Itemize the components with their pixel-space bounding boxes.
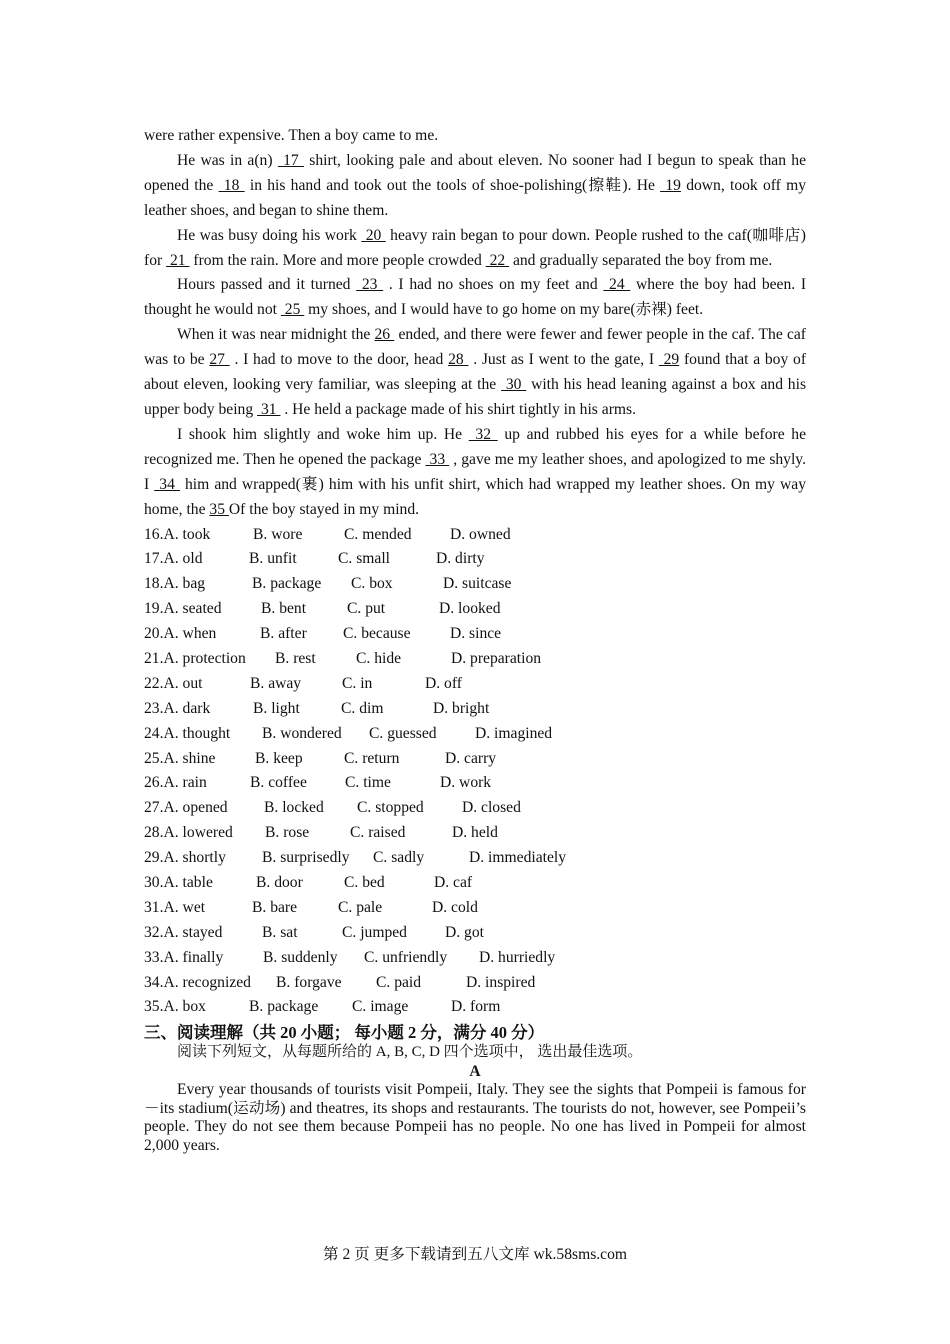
option-a-text: A. box [163,998,206,1016]
option-d: D. got [445,923,484,941]
option-d: D. immediately [469,849,567,867]
option-row [144,547,806,572]
option-c: C. return [344,749,400,767]
option-a-text: A. finally [163,948,224,966]
blank-20: 20 [361,226,386,244]
question-number: 18. [144,575,164,593]
option-b: B. wore [253,525,303,543]
option-c: C. image [352,998,409,1016]
question-number: 27. [144,799,164,817]
passage-paragraph-5 [144,423,806,523]
option-c: C. pale [338,898,383,916]
question-number: 34. [144,973,164,991]
blank-23: 23 [356,276,384,294]
option-a [144,672,202,697]
blank-19: 19 [660,176,681,194]
option-c: C. hide [356,649,402,667]
option-a-text: A. protection [163,649,246,667]
option-row [144,597,806,622]
option-c: C. box [351,575,393,593]
passage-text: ended, and there were fewer and fewer people in the caf. The caf was to be [144,326,806,369]
option-a-text: A. out [163,674,203,692]
option-c: C. small [338,550,390,568]
option-a-text: A. took [163,525,211,543]
option-row [144,946,806,971]
options-list [144,523,806,1021]
option-a [144,995,206,1020]
option-d: D. work [440,774,492,792]
question-number: 17. [144,550,164,568]
option-c: C. because [343,625,411,643]
question-number: 21. [144,649,164,667]
passage-paragraph-3 [144,273,806,323]
option-c: C. mended [344,525,412,543]
option-a [144,597,222,622]
question-number: 33. [144,948,164,966]
option-d: D. caf [434,873,473,891]
option-a-text: A. shortly [163,849,226,867]
option-a [144,572,205,597]
blank-22: 22 [485,251,510,269]
blank-30: 30 [501,376,527,394]
option-b: B. bare [252,898,298,916]
question-number: 20. [144,625,164,643]
option-d: D. looked [439,600,501,618]
option-c: C. raised [350,824,406,842]
passage-text: heavy rain began to pour down. People rushed to the caf(咖啡店) for [144,226,806,269]
option-a-text: A. shine [163,749,216,767]
option-a [144,722,230,747]
blank-18: 18 [218,176,245,194]
question-number: 25. [144,749,164,767]
option-a [144,846,226,871]
option-c: C. paid [376,973,422,991]
option-b: B. bent [261,600,307,618]
option-c: C. put [347,600,386,618]
option-a-text: A. stayed [163,923,223,941]
option-b: B. light [253,699,300,717]
passage-text: and gradually separated the boy from me. [509,251,773,269]
option-d: D. hurriedly [479,948,556,966]
passage-text: . He held a package made of his shirt tightly in his arms. [280,400,636,418]
option-d: D. imagined [475,724,553,742]
question-number: 19. [144,600,164,618]
question-number: 30. [144,873,164,891]
option-a [144,622,216,647]
option-d: D. off [425,674,462,692]
option-d: D. carry [445,749,497,767]
question-number: 22. [144,674,164,692]
passage-paragraph-2 [144,224,806,274]
option-d: D. held [452,824,498,842]
option-row [144,672,806,697]
option-c: C. guessed [369,724,437,742]
option-b: B. package [252,575,322,593]
option-row [144,796,806,821]
option-d: D. since [450,625,502,643]
option-c: C. stopped [357,799,424,817]
passage-text: down, took off my leather shoes, and began to shine them. [144,176,807,219]
option-a [144,697,210,722]
option-d: D. cold [432,898,478,916]
option-row [144,722,806,747]
blank-35: 35 [209,500,229,518]
option-a [144,821,233,846]
passage-text: Of the boy stayed in my mind. [228,500,420,518]
question-number: 16. [144,525,164,543]
option-row [144,747,806,772]
passage-text: shirt, looking pale and about eleven. No sooner had I begun to speak than he opened the [144,151,807,194]
option-a [144,796,228,821]
option-a [144,647,246,672]
option-a-text: A. lowered [163,824,233,842]
option-row [144,896,806,921]
option-b: B. after [260,625,307,643]
passage-text: where the boy had been. I thought he would not [144,276,807,319]
passage-text: with his head leaning against a box and his upper body being [144,376,807,418]
blank-17: 17 [277,151,305,169]
option-b: B. keep [255,749,303,767]
question-number: 32. [144,923,164,941]
option-a-text: A. bag [163,575,206,593]
question-number: 23. [144,699,164,717]
option-d: D. form [451,998,501,1016]
option-a-text: A. wet [163,898,206,916]
passage-line-0: were rather expensive. Then a boy came to me. [144,127,439,144]
passage-text: . I had to move to the door, head [229,351,449,369]
option-b: B. forgave [276,973,342,991]
blank-32: 32 [468,425,498,443]
option-a-text: A. rain [163,774,207,792]
option-a-text: A. table [163,873,213,891]
passage-text: from the rain. More and more people crowded [189,251,486,269]
passage-text: in his hand and took out the tools of shoe-polishing(擦鞋). He [244,176,661,194]
reading-passage: Every year thousands of tourists visit Pompeii, Italy. They see the sights that Pompeii is famous for－its stadium(运动场) and theatres, its shops and restaurants. The tourists do not, however, see Pompeii’s people. They do not see them because Pompeii has no people. No one has lived in Pompeii for almost 2,000 years. [144,1081,806,1154]
option-a-text: A. seated [163,600,222,618]
option-row [144,871,806,896]
question-number: 24. [144,724,164,742]
option-b: B. coffee [250,774,307,792]
option-b: B. door [256,873,303,891]
blank-21: 21 [166,251,190,269]
option-b: B. wondered [262,724,342,742]
option-b: B. unfit [249,550,297,568]
blank-33: 33 [425,450,450,468]
question-number: 29. [144,849,164,867]
passage-text: Hours passed and it turned [177,276,357,294]
option-row [144,572,806,597]
option-b: B. rest [275,649,316,667]
option-a-text: A. old [163,550,203,568]
option-row [144,697,806,722]
blank-31: 31 [257,400,281,418]
option-row [144,821,806,846]
option-row [144,921,806,946]
option-b: B. package [249,998,319,1016]
option-a-text: A. dark [163,699,211,717]
option-a [144,747,215,772]
option-b: B. away [250,674,302,692]
option-c: C. jumped [342,923,407,941]
option-a [144,547,202,572]
option-a [144,871,213,896]
option-row [144,523,806,548]
option-a [144,771,207,796]
option-b: B. suddenly [263,948,338,966]
blank-28: 28 [448,351,469,369]
option-d: D. preparation [451,649,542,667]
option-d: D. owned [450,525,511,543]
option-c: C. in [342,674,373,692]
option-row [144,647,806,672]
option-d: D. closed [462,799,521,817]
question-number: 31. [144,898,164,916]
option-a [144,896,205,921]
question-number: 35. [144,998,164,1016]
passage-text: He was in a(n) [177,151,278,169]
passage-text: , gave me my leather shoes, and apologized to me shyly. I [144,450,806,493]
question-number: 28. [144,824,164,842]
option-b: B. surprisedly [262,849,350,867]
option-a-text: A. when [163,625,217,643]
blank-26: 26 [374,326,395,344]
passage-text: He was busy doing his work [177,226,362,244]
option-d: D. inspired [466,973,536,991]
option-b: B. sat [262,923,298,941]
option-a-text: A. recognized [163,973,251,991]
option-a [144,921,222,946]
option-d: D. dirty [436,550,485,568]
option-row [144,846,806,871]
option-c: C. time [345,774,391,792]
option-d: D. suitcase [443,575,512,593]
passage-paragraph-1 [144,149,806,224]
passage-text: him and wrapped(裹) him with his unfit shirt, which had wrapped my leather shoes. On my way home, the [144,475,807,518]
passage-text: I shook him slightly and woke him up. He [177,425,469,443]
option-a-text: A. opened [163,799,228,817]
passage-text: . Just as I went to the gate, I [468,351,659,369]
blank-24: 24 [603,276,631,294]
option-row [144,771,806,796]
passage-text: my shoes, and I would have to go home on my bare(赤裸) feet. [304,301,704,319]
passage-paragraph-4 [144,323,806,423]
option-a [144,971,251,996]
option-c: C. dim [341,699,384,717]
option-c: C. unfriendly [364,948,448,966]
passage-heading: A [469,1063,481,1081]
option-b: B. rose [265,824,310,842]
question-number: 26. [144,774,164,792]
option-c: C. bed [344,873,385,891]
option-row [144,995,806,1020]
blank-34: 34 [154,475,180,493]
option-d: D. bright [433,699,490,717]
section-title: 三、阅读理解（共 20 小题； 每小题 2 分，满分 40 分） [144,1023,545,1043]
option-row [144,971,806,996]
passage-text: . I had no shoes on my feet and [383,276,604,294]
section-instruction: 阅读下列短文，从每题所给的 A, B, C, D 四个选项中， 选出最佳选项。 [177,1044,643,1061]
option-a-text: A. thought [163,724,231,742]
page-footer: 第 2 页 更多下载请到五八文库 wk.58sms.com [322,1246,628,1263]
passage-text: found that a boy of about eleven, looking very familiar, was sleeping at the [144,351,807,394]
passage-text: When it was near midnight the [177,326,375,344]
blank-29: 29 [658,351,680,369]
option-c: C. sadly [373,849,425,867]
passage-text: up and rubbed his eyes for a while before he recognized me. Then he opened the package [144,425,807,468]
blank-27: 27 [209,351,230,369]
blank-25: 25 [280,301,305,319]
document-page [144,124,806,1155]
option-b: B. locked [264,799,324,817]
option-row [144,622,806,647]
option-a [144,523,210,548]
option-a [144,946,223,971]
